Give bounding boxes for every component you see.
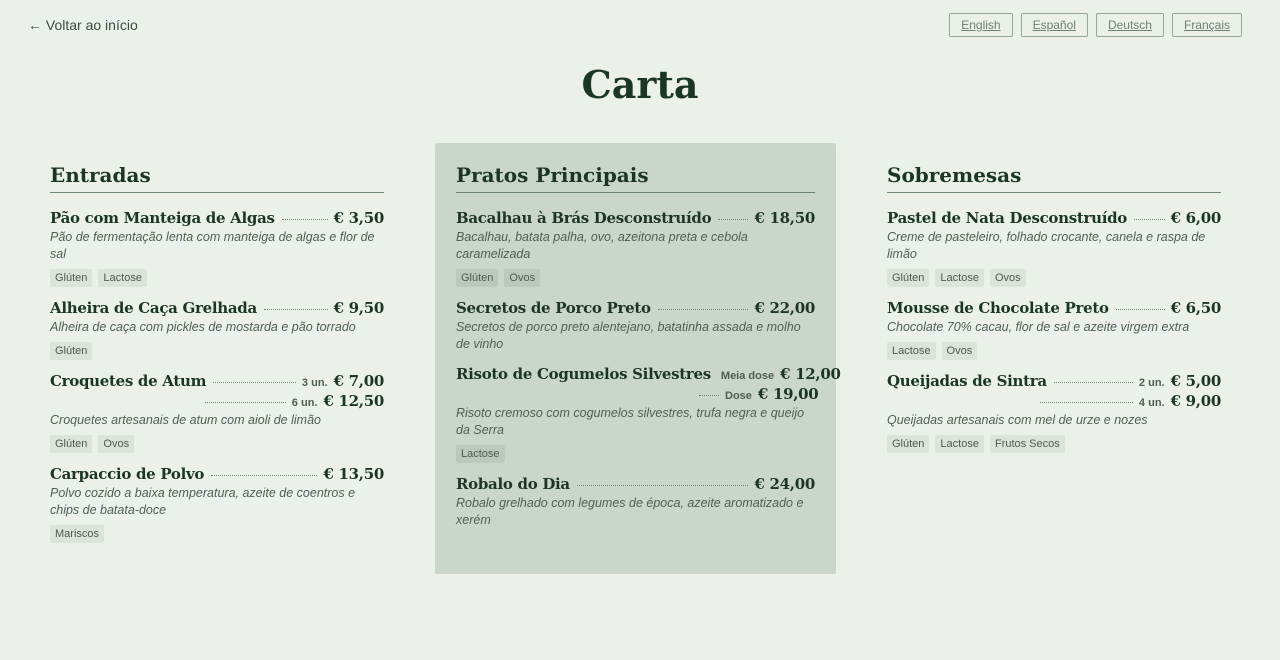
dot-leader (577, 485, 749, 486)
item-description: Secretos de porco preto alentejano, batatinha assada e molho de vinho (456, 320, 801, 351)
item-name: Secretos de Porco Preto (456, 299, 651, 317)
item-size: 3 un. (301, 377, 328, 389)
item-name: Mousse de Chocolate Preto (887, 299, 1109, 317)
section-entradas (50, 143, 384, 555)
dot-leader (699, 395, 719, 396)
item-name: Risoto de Cogumelos Silvestres (456, 365, 711, 383)
item-name: Croquetes de Atum (50, 372, 207, 390)
item-description: Pão de fermentação lenta com manteiga de algas e flor de sal (50, 230, 375, 261)
allergen-tag: Lactose (887, 342, 936, 360)
item-price: € 9,00 (1170, 392, 1221, 410)
item-price: € 19,00 (757, 385, 819, 403)
item-name: Queijadas de Sintra (887, 372, 1047, 390)
allergen-tags (887, 342, 1221, 360)
page-title: Carta (581, 62, 699, 107)
menu-item (887, 372, 1221, 453)
item-size: 6 un. (291, 397, 318, 409)
allergen-tags (456, 445, 815, 463)
item-name: Robalo do Dia (456, 475, 570, 493)
item-price: € 24,00 (754, 475, 815, 493)
section-pratos-principais (435, 143, 841, 574)
item-description: Queijadas artesanais com mel de urze e nozes (887, 413, 1148, 427)
allergen-tags (50, 269, 384, 287)
allergen-tags (887, 435, 1221, 453)
item-description: Creme de pasteleiro, folhado crocante, canela e raspa de limão (887, 230, 1206, 261)
allergen-tags (50, 435, 384, 453)
item-price: € 22,00 (754, 299, 815, 317)
dot-leader (1040, 402, 1133, 403)
item-size: Dose (725, 390, 752, 402)
allergen-tag: Frutos Secos (990, 435, 1065, 453)
allergen-tag: Ovos (990, 269, 1026, 287)
menu-item (50, 372, 384, 453)
item-price: € 12,50 (323, 392, 384, 410)
lang-deutsch-button[interactable]: Deutsch (1096, 13, 1164, 37)
allergen-tag: Glúten (887, 435, 929, 453)
dot-leader (213, 382, 296, 383)
menu-item (887, 299, 1221, 360)
item-price: € 9,50 (333, 299, 384, 317)
item-size: Meia dose (720, 370, 775, 382)
allergen-tag: Glúten (887, 269, 929, 287)
menu-item (50, 299, 384, 360)
item-description: Alheira de caça com pickles de mostarda e pão torrado (50, 320, 356, 334)
allergen-tag: Lactose (98, 269, 147, 287)
item-name: Pastel de Nata Desconstruído (887, 209, 1128, 227)
item-size: 4 un. (1138, 397, 1165, 409)
section-title: Entradas (50, 163, 384, 193)
language-switcher (949, 13, 1242, 37)
item-description: Bacalhau, batata palha, ovo, azeitona preta e cebola caramelizada (456, 230, 748, 261)
allergen-tag: Glúten (50, 342, 92, 360)
allergen-tag: Glúten (50, 269, 92, 287)
allergen-tag: Glúten (50, 435, 92, 453)
dot-leader (264, 309, 328, 310)
dot-leader (1134, 219, 1165, 220)
allergen-tag: Ovos (98, 435, 134, 453)
menu-item (456, 299, 815, 353)
item-name: Alheira de Caça Grelhada (50, 299, 257, 317)
lang-francais-button[interactable]: Français (1172, 13, 1242, 37)
menu-item (456, 365, 841, 463)
item-price: € 5,00 (1170, 372, 1221, 390)
section-sobremesas (887, 143, 1221, 465)
lang-espanol-button[interactable]: Español (1021, 13, 1088, 37)
item-price: € 3,50 (333, 209, 384, 227)
allergen-tag: Lactose (456, 445, 505, 463)
allergen-tag: Ovos (942, 342, 978, 360)
allergen-tag: Ovos (504, 269, 540, 287)
item-name: Pão com Manteiga de Algas (50, 209, 275, 227)
menu-item (887, 209, 1221, 287)
dot-leader (1116, 309, 1165, 310)
item-price: € 6,00 (1170, 209, 1221, 227)
back-to-home-link[interactable]: ← Voltar ao início (28, 17, 138, 33)
item-name: Bacalhau à Brás Desconstruído (456, 209, 712, 227)
menu-item (50, 209, 384, 287)
menu-item (456, 475, 815, 529)
item-price: € 6,50 (1170, 299, 1221, 317)
item-description: Polvo cozido a baixa temperatura, azeite de coentros e chips de batata-doce (50, 486, 356, 517)
lang-english-button[interactable]: English (949, 13, 1012, 37)
dot-leader (205, 402, 286, 403)
item-description: Robalo grelhado com legumes de época, azeite aromatizado e xerém (456, 496, 804, 527)
item-size: 2 un. (1138, 377, 1165, 389)
section-title: Sobremesas (887, 163, 1221, 193)
item-price: € 12,00 (780, 365, 841, 383)
item-name: Carpaccio de Polvo (50, 465, 205, 483)
item-description: Chocolate 70% cacau, flor de sal e azeite virgem extra (887, 320, 1190, 334)
item-price: € 13,50 (323, 465, 384, 483)
dot-leader (718, 219, 748, 220)
item-description: Risoto cremoso com cogumelos silvestres, trufa negra e queijo da Serra (456, 406, 805, 437)
menu-item (456, 209, 815, 287)
menu-item (50, 465, 384, 543)
allergen-tag: Lactose (935, 435, 984, 453)
item-price: € 18,50 (754, 209, 815, 227)
item-price: € 7,00 (333, 372, 384, 390)
dot-leader (658, 309, 749, 310)
section-title: Pratos Principais (456, 163, 815, 193)
allergen-tags (887, 269, 1221, 287)
allergen-tag: Lactose (935, 269, 984, 287)
dot-leader (282, 219, 328, 220)
allergen-tag: Glúten (456, 269, 498, 287)
dot-leader (1054, 382, 1133, 383)
allergen-tags (50, 525, 384, 543)
allergen-tags (456, 269, 815, 287)
allergen-tag: Mariscos (50, 525, 104, 543)
dot-leader (211, 475, 317, 476)
allergen-tags (50, 342, 384, 360)
item-description: Croquetes artesanais de atum com aioli de limão (50, 413, 321, 427)
